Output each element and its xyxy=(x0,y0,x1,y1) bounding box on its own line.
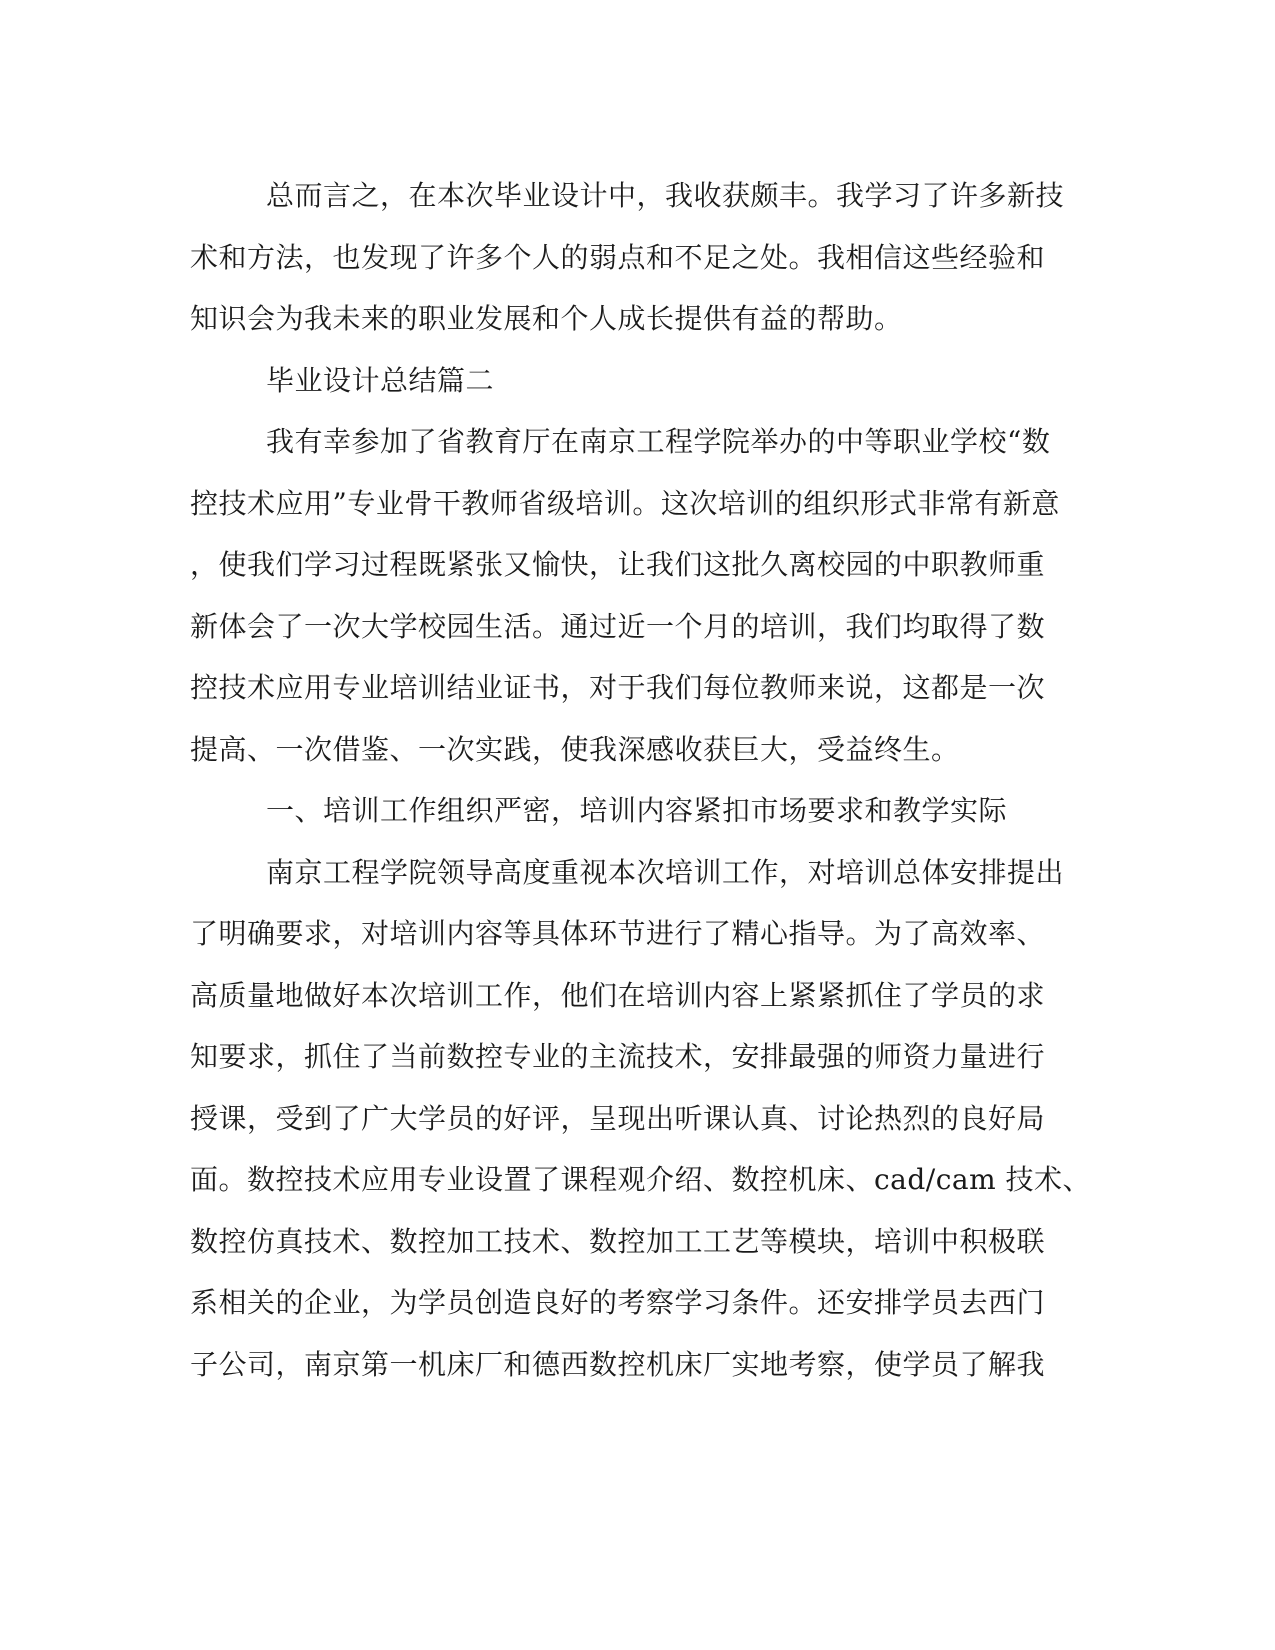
paragraph-line: 控技术应用专业培训结业证书，对于我们每位教师来说，这都是一次 xyxy=(190,671,1046,704)
paragraph-line: 知要求，抓住了当前数控专业的主流技术，安排最强的师资力量进行 xyxy=(190,1040,1046,1073)
paragraph-line: 授课，受到了广大学员的好评，呈现出听课认真、讨论热烈的良好局 xyxy=(190,1101,1046,1135)
paragraph-line: ，使我们学习过程既紧张又愉快，让我们这批久离校园的中职教师重 xyxy=(190,548,1046,581)
paragraph-line: 数控仿真技术、数控加工技术、数控加工工艺等模块，培训中积极联 xyxy=(190,1224,1046,1258)
paragraph-line: 南京工程学院领导高度重视本次培训工作，对培训总体安排提出 xyxy=(266,855,1065,889)
paragraph-line: 新体会了一次大学校园生活。通过近一个月的培训，我们均取得了数 xyxy=(190,609,1046,643)
paragraph-line: 子公司，南京第一机床厂和德西数控机床厂实地考察，使学员了解我 xyxy=(190,1347,1046,1381)
paragraph-line: 高质量地做好本次培训工作，他们在培训内容上紧紧抓住了学员的求 xyxy=(190,978,1046,1012)
paragraph-line: 面。数控技术应用专业设置了课程观介绍、数控机床、cad/cam 技术、 xyxy=(190,1163,1092,1196)
paragraph-line: 术和方法，也发现了许多个人的弱点和不足之处。我相信这些经验和 xyxy=(190,240,1046,274)
document-body xyxy=(190,165,1092,1395)
section-heading: 毕业设计总结篇二 xyxy=(266,363,495,397)
paragraph-line: 总而言之，在本次毕业设计中，我收获颇丰。我学习了许多新技 xyxy=(266,179,1065,212)
subsection-heading: 一、培训工作组织严密，培训内容紧扣市场要求和教学实际 xyxy=(266,794,1008,827)
paragraph-line: 我有幸参加了省教育厅在南京工程学院举办的中等职业学校“数 xyxy=(266,425,1051,458)
paragraph-line: 控技术应用”专业骨干教师省级培训。这次培训的组织形式非常有新意 xyxy=(190,486,1060,520)
paragraph-line: 提高、一次借鉴、一次实践，使我深感收获巨大，受益终生。 xyxy=(190,732,960,766)
paragraph-line: 系相关的企业，为学员创造良好的考察学习条件。还安排学员去西门 xyxy=(190,1286,1046,1319)
paragraph-line: 了明确要求，对培训内容等具体环节进行了精心指导。为了高效率、 xyxy=(190,917,1046,950)
paragraph-line: 知识会为我未来的职业发展和个人成长提供有益的帮助。 xyxy=(190,302,903,335)
